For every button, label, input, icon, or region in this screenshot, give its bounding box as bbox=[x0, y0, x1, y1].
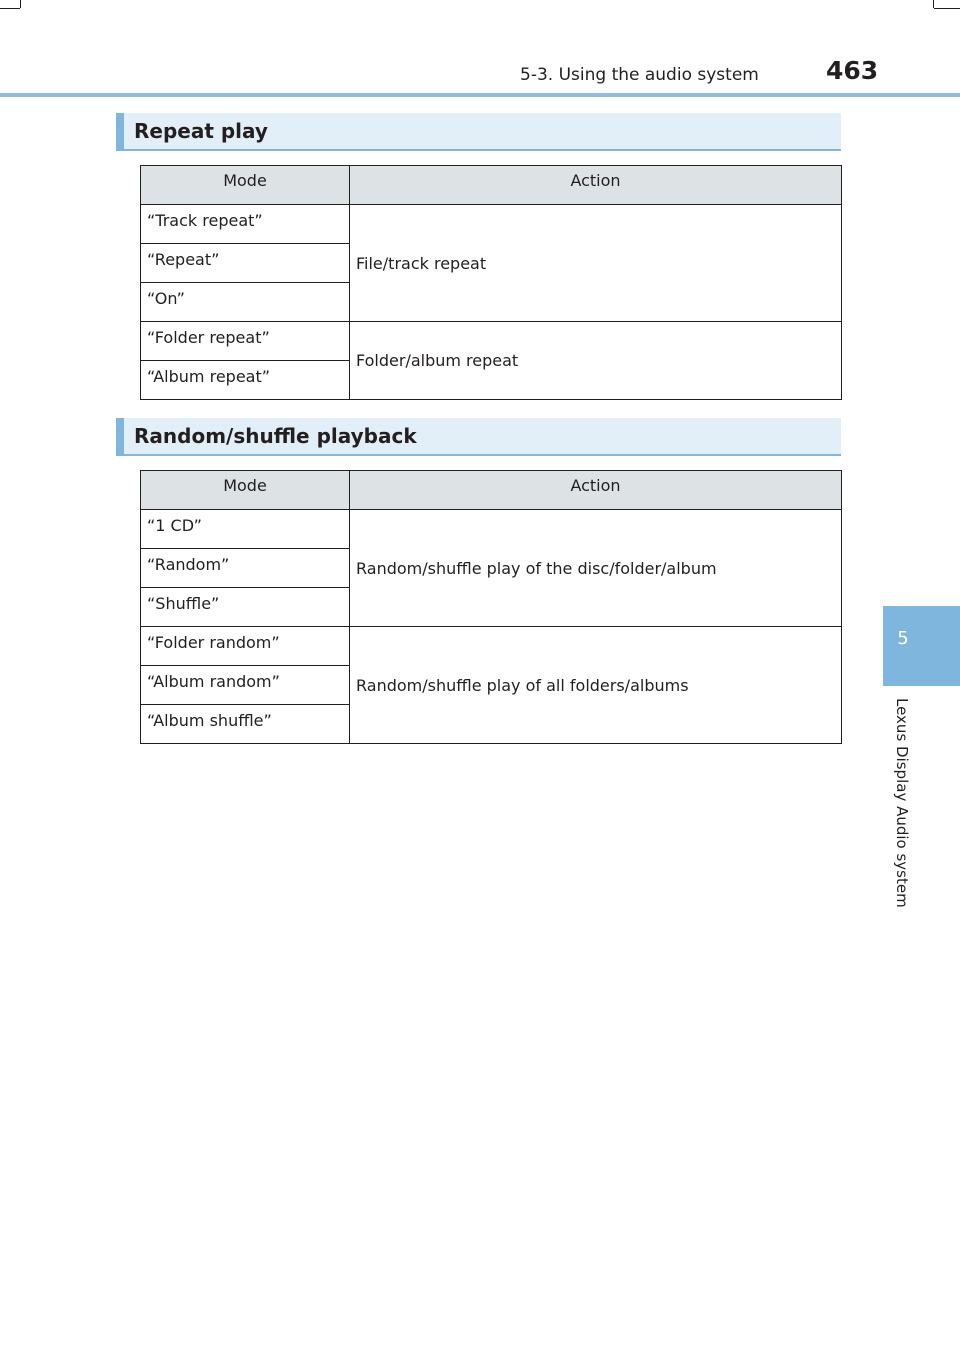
action-cell: Random/shuffle play of the disc/folder/album bbox=[350, 510, 842, 627]
mode-cell: “Album random” bbox=[141, 666, 350, 705]
table-row bbox=[141, 322, 842, 361]
column-header-action: Action bbox=[350, 471, 842, 510]
mode-cell: “Folder random” bbox=[141, 627, 350, 666]
mode-cell: “Album repeat” bbox=[141, 361, 350, 400]
column-header-mode: Mode bbox=[141, 471, 350, 510]
crop-mark-top-left-vertical bbox=[20, 0, 21, 8]
table-row bbox=[141, 205, 842, 244]
table-header-row bbox=[141, 166, 842, 205]
table-row bbox=[141, 627, 842, 666]
column-header-action: Action bbox=[350, 166, 842, 205]
crop-mark-top-left-horizontal bbox=[0, 8, 20, 9]
table-row bbox=[141, 510, 842, 549]
mode-cell: “Album shuffle” bbox=[141, 705, 350, 744]
chapter-number: 5 bbox=[897, 628, 909, 649]
random-playback-table bbox=[140, 470, 842, 744]
mode-cell: “Shuffle” bbox=[141, 588, 350, 627]
random-playback-heading bbox=[116, 418, 841, 456]
crop-mark-top-right-vertical bbox=[933, 0, 934, 8]
chapter-title-vertical bbox=[890, 698, 914, 938]
mode-cell: “Repeat” bbox=[141, 244, 350, 283]
action-cell: File/track repeat bbox=[350, 205, 842, 322]
repeat-play-heading bbox=[116, 113, 841, 151]
mode-cell: “Track repeat” bbox=[141, 205, 350, 244]
chapter-tab bbox=[883, 606, 960, 686]
section-path: 5-3. Using the audio system bbox=[520, 65, 759, 85]
chapter-title: Lexus Display Audio system bbox=[893, 698, 911, 908]
action-cell: Folder/album repeat bbox=[350, 322, 842, 400]
mode-cell: “Random” bbox=[141, 549, 350, 588]
header-rule bbox=[0, 93, 960, 97]
column-header-mode: Mode bbox=[141, 166, 350, 205]
repeat-play-table bbox=[140, 165, 842, 400]
mode-cell: “Folder repeat” bbox=[141, 322, 350, 361]
page-number: 463 bbox=[826, 56, 879, 85]
table-header-row bbox=[141, 471, 842, 510]
random-playback-title: Random/shuffle playback bbox=[134, 424, 417, 448]
repeat-play-title: Repeat play bbox=[134, 119, 268, 143]
action-cell: Random/shuffle play of all folders/albums bbox=[350, 627, 842, 744]
crop-mark-top-right-horizontal bbox=[934, 8, 960, 9]
mode-cell: “On” bbox=[141, 283, 350, 322]
mode-cell: “1 CD” bbox=[141, 510, 350, 549]
